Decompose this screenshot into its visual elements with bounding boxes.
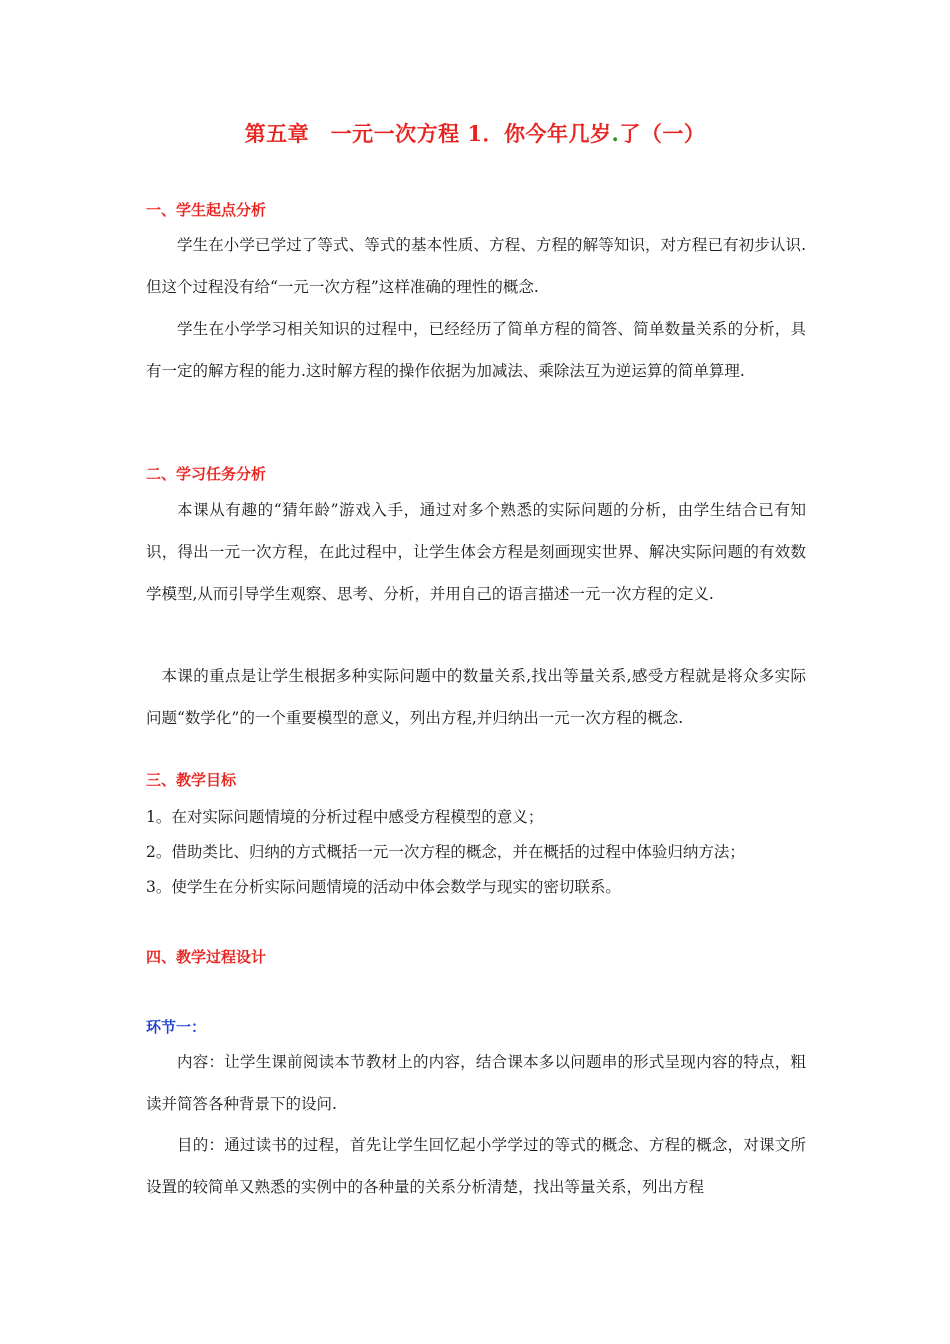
subsection-1-paragraph-2: 目的：通过读书的过程，首先让学生回忆起小学学过的等式的概念、方程的概念，对课文所设置的较简单又熟悉的实例中的各种量的关系分析清楚，找出等量关系，列出方程: [146, 1136, 806, 1196]
title-main: 第五章 一元一次方程 1．你今年几岁: [244, 121, 612, 146]
section-heading-1: 一、学生起点分析: [146, 201, 267, 219]
section-1-paragraph-2: 学生在小学学习相关知识的过程中，已经经历了简单方程的简答、简单数量关系的分析，具有一定的解方程的能力.这时解方程的操作依据为加减法、乘除法互为逆运算的简单算理.: [146, 320, 806, 380]
title-rest: 了（一）: [619, 121, 706, 146]
section-2-paragraph-2: 本课的重点是让学生根据多种实际问题中的数量关系,找出等量关系,感受方程就是将众多实际问题“数学化”的一个重要模型的意义，列出方程,并归纳出一元一次方程的概念.: [146, 667, 806, 727]
objective-item-3: 3。使学生在分析实际问题情境的活动中体会数学与现实的密切联系。: [146, 878, 621, 896]
section-heading-3: 三、教学目标: [146, 771, 237, 789]
objective-item-2: 2。借助类比、归纳的方式概括一元一次方程的概念，并在概括的过程中体验归纳方法；: [146, 843, 745, 861]
section-heading-4: 四、教学过程设计: [146, 948, 267, 966]
section-1-paragraph-1: 学生在小学已学过了等式、等式的基本性质、方程、方程的解等知识，对方程已有初步认识. 但这个过程没有给“一元一次方程”这样准确的理性的概念.: [146, 236, 806, 296]
page-title: [0, 118, 950, 150]
section-2-paragraph-1: 本课从有趣的“猜年龄”游戏入手，通过对多个熟悉的实际问题的分析，由学生结合已有知识，得出一元一次方程，在此过程中，让学生体会方程是刻画现实世界、解决实际问题的有效数学模型,从而引导学生观察、思考、分析，并用自己的语言描述一元一次方程的定义.: [146, 501, 806, 603]
section-heading-2: 二、学习任务分析: [146, 465, 267, 483]
subsection-heading-1: 环节一：: [146, 1018, 207, 1036]
subsection-1-paragraph-1: 内容：让学生课前阅读本节教材上的内容，结合课本多以问题串的形式呈现内容的特点，粗读并简答各种背景下的设问.: [146, 1053, 806, 1113]
objective-item-1: 1。在对实际问题情境的分析过程中感受方程模型的意义；: [146, 808, 544, 826]
title-dot: .: [611, 121, 620, 146]
